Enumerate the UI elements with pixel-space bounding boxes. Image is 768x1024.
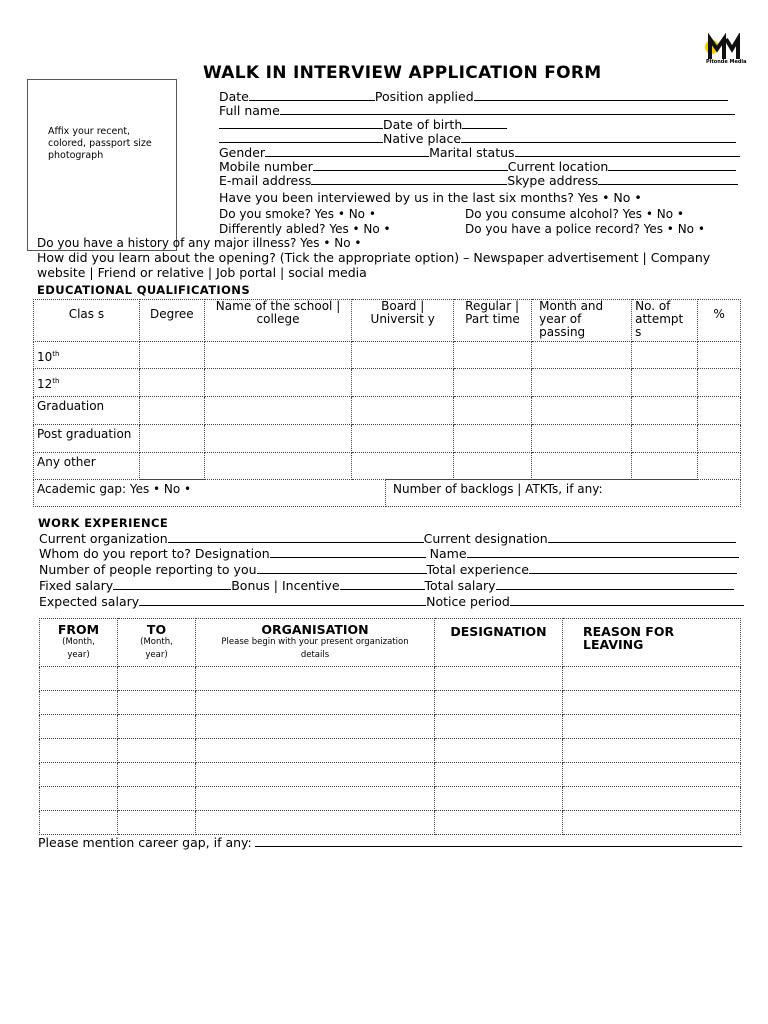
table-row[interactable] xyxy=(34,397,741,425)
designation-header: DESIGNATION xyxy=(435,619,563,667)
row-label-post-graduation: Post graduation xyxy=(34,425,140,453)
illness-question[interactable]: Do you have a history of any major illness? Yes • No • xyxy=(37,236,362,250)
marital-label: Marital status xyxy=(429,145,515,160)
table-row[interactable] xyxy=(40,763,741,787)
school-header: Name of the school | college xyxy=(204,300,352,342)
salary-row: Fixed salary Bonus | Incentive Total salary xyxy=(39,578,734,593)
dob-label: Date of birth xyxy=(383,117,463,132)
native-label: Native place xyxy=(383,131,462,146)
report-to-row: Whom do you report to? Designation Name xyxy=(39,546,739,561)
from-header: FROM (Month, year) xyxy=(40,619,118,667)
smoke-question[interactable]: Do you smoke? Yes • No • xyxy=(219,207,376,221)
table-row[interactable] xyxy=(40,787,741,811)
table-row[interactable] xyxy=(40,667,741,691)
abled-question[interactable]: Differently abled? Yes • No • xyxy=(219,222,391,236)
interviewed-question[interactable]: Have you been interviewed by us in the last six months? Yes • No • xyxy=(219,190,642,205)
email-label: E-mail address xyxy=(219,173,312,188)
num-reporting-row: Number of people reporting to you Total experience xyxy=(39,562,737,577)
row-label-graduation: Graduation xyxy=(34,397,140,425)
form-title: WALK IN INTERVIEW APPLICATION FORM xyxy=(203,63,602,83)
mobile-label: Mobile number xyxy=(219,159,313,174)
num-reporting-field[interactable] xyxy=(257,562,427,574)
regular-header: Regular | Part time xyxy=(454,300,532,342)
fullname-row xyxy=(219,103,735,118)
fixed-salary-field[interactable] xyxy=(113,578,231,590)
education-heading: EDUCATIONAL QUALIFICATIONS xyxy=(37,283,250,297)
fullname-field-2[interactable] xyxy=(219,117,383,129)
to-header: TO (Month, year) xyxy=(118,619,196,667)
location-label: Current location xyxy=(507,159,609,174)
career-gap-field[interactable] xyxy=(255,835,742,847)
gender-row xyxy=(219,145,740,160)
native-row xyxy=(219,131,736,146)
reason-header: REASON FOR LEAVING xyxy=(563,619,741,667)
total-experience-field[interactable] xyxy=(529,562,737,574)
current-org-row: Current organization Current designation xyxy=(39,531,736,546)
logo-text: Pitonde Media xyxy=(706,59,747,65)
table-row[interactable] xyxy=(40,739,741,763)
table-row[interactable] xyxy=(34,453,741,480)
email-field[interactable] xyxy=(311,173,507,185)
degree-header: Degree xyxy=(139,300,204,342)
gender-label: Gender xyxy=(219,145,266,160)
date-row xyxy=(219,89,728,104)
native-field[interactable] xyxy=(461,131,736,143)
work-header-row xyxy=(40,619,741,667)
table-row[interactable] xyxy=(40,715,741,739)
photo-instruction: Affix your recent, colored, passport size photograph xyxy=(48,126,152,161)
date-field[interactable] xyxy=(249,89,375,101)
table-row[interactable] xyxy=(40,811,741,835)
row-label-10th: 10th xyxy=(34,342,140,369)
email-row xyxy=(219,173,738,188)
blank-field[interactable] xyxy=(219,131,383,143)
table-row[interactable] xyxy=(34,342,741,369)
notice-period-field[interactable] xyxy=(510,594,744,606)
expected-row: Expected salary Notice period xyxy=(39,594,744,609)
date-label: Date xyxy=(219,89,249,104)
dob-field[interactable] xyxy=(462,117,507,129)
organisation-header: ORGANISATION Please begin with your present organization details xyxy=(196,619,435,667)
table-row[interactable] xyxy=(34,369,741,397)
skype-label: Skype address xyxy=(507,173,599,188)
academic-gap-table xyxy=(33,479,741,507)
location-field[interactable] xyxy=(608,159,736,171)
table-row[interactable] xyxy=(40,691,741,715)
position-label: Position applied xyxy=(374,89,474,104)
career-gap-row: Please mention career gap, if any: xyxy=(38,835,742,850)
learn-question-line1[interactable]: How did you learn about the opening? (Tick the appropriate option) – Newspaper advertisement | Company xyxy=(37,250,711,265)
position-field[interactable] xyxy=(474,89,728,101)
work-heading: WORK EXPERIENCE xyxy=(38,516,169,530)
bonus-field[interactable] xyxy=(340,578,425,590)
report-designation-field[interactable] xyxy=(270,546,426,558)
skype-field[interactable] xyxy=(598,173,738,185)
mobile-field[interactable] xyxy=(313,159,508,171)
gender-field[interactable] xyxy=(265,145,429,157)
dob-row xyxy=(219,117,507,132)
table-row[interactable] xyxy=(34,425,741,453)
photo-box[interactable] xyxy=(27,79,177,251)
alcohol-question[interactable]: Do you consume alcohol? Yes • No • xyxy=(465,207,684,221)
expected-salary-field[interactable] xyxy=(139,594,426,606)
current-designation-field[interactable] xyxy=(548,531,736,543)
fullname-label: Full name xyxy=(219,103,280,118)
police-question[interactable]: Do you have a police record? Yes • No • xyxy=(465,222,705,236)
attempts-header: No. of attempt s xyxy=(632,300,698,342)
education-table xyxy=(33,299,741,480)
percent-header: % xyxy=(698,300,741,342)
current-org-field[interactable] xyxy=(168,531,424,543)
row-label-12th: 12th xyxy=(34,369,140,397)
education-header-row xyxy=(34,300,741,342)
passing-header: Month and year of passing xyxy=(532,300,632,342)
marital-field[interactable] xyxy=(515,145,740,157)
mobile-row xyxy=(219,159,736,174)
report-name-field[interactable] xyxy=(467,546,739,558)
academic-gap-cell[interactable]: Academic gap: Yes • No • xyxy=(34,480,386,507)
work-history-table xyxy=(39,618,741,835)
board-header: Board | Universit y xyxy=(352,300,454,342)
class-header: Clas s xyxy=(34,300,140,342)
learn-question-line2[interactable]: website | Friend or relative | Job portal | social media xyxy=(37,265,367,280)
backlogs-cell[interactable]: Number of backlogs | ATKTs, if any: xyxy=(386,480,741,507)
row-label-any-other: Any other xyxy=(34,453,140,480)
total-salary-field[interactable] xyxy=(496,578,734,590)
fullname-field[interactable] xyxy=(280,103,735,115)
